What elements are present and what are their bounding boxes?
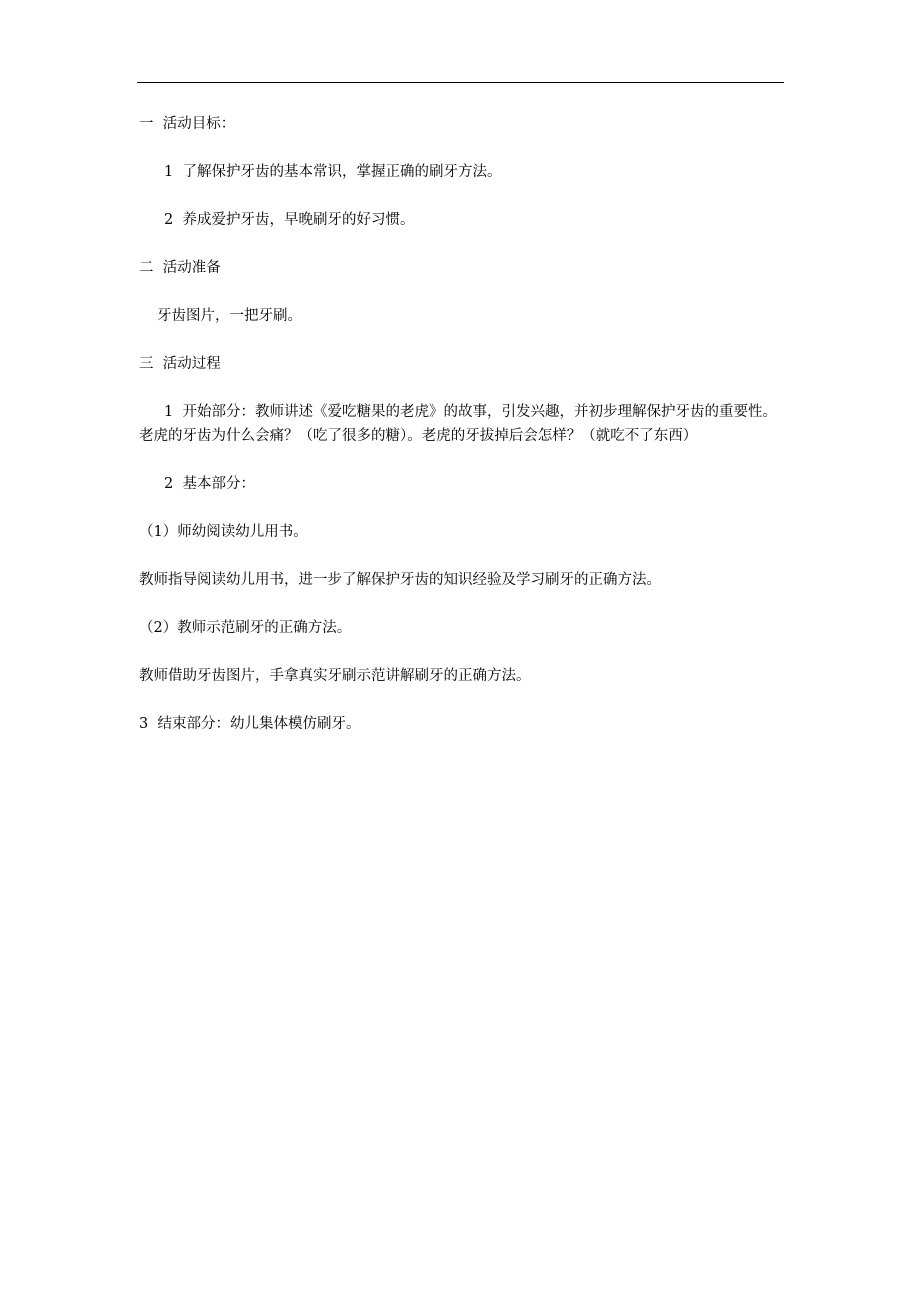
process-step-1: 1 开始部分：教师讲述《爱吃糖果的老虎》的故事，引发兴趣，并初步理解保护牙齿的重要性。老虎的牙齿为什么会痛？（吃了很多的糖）。老虎的牙拔掉后会怎样？（就吃不了东西） bbox=[139, 404, 777, 444]
section-heading-preparation: 二 活动准备 bbox=[139, 260, 221, 276]
process-step-2: 2 基本部分： bbox=[164, 476, 255, 492]
process-substep-1: （1）师幼阅读幼儿用书。 bbox=[139, 524, 308, 540]
process-substep-1-description: 教师指导阅读幼儿用书，进一步了解保护牙齿的知识经验及学习刷牙的正确方法。 bbox=[139, 572, 661, 588]
objective-item-2: 2 养成爱护牙齿，早晚刷牙的好习惯。 bbox=[164, 212, 415, 228]
process-substep-2: （2）教师示范刷牙的正确方法。 bbox=[139, 620, 352, 636]
process-step-3: 3 结束部分：幼儿集体模仿刷牙。 bbox=[139, 716, 361, 732]
section-heading-process: 三 活动过程 bbox=[139, 356, 221, 372]
preparation-item: 牙齿图片，一把牙刷。 bbox=[157, 308, 302, 324]
document-body bbox=[139, 112, 784, 736]
process-substep-2-description: 教师借助牙齿图片，手拿真实牙刷示范讲解刷牙的正确方法。 bbox=[139, 668, 531, 684]
objective-item-1: 1 了解保护牙齿的基本常识，掌握正确的刷牙方法。 bbox=[164, 164, 502, 180]
header-rule bbox=[137, 82, 784, 83]
section-heading-objectives: 一 活动目标： bbox=[139, 116, 236, 132]
